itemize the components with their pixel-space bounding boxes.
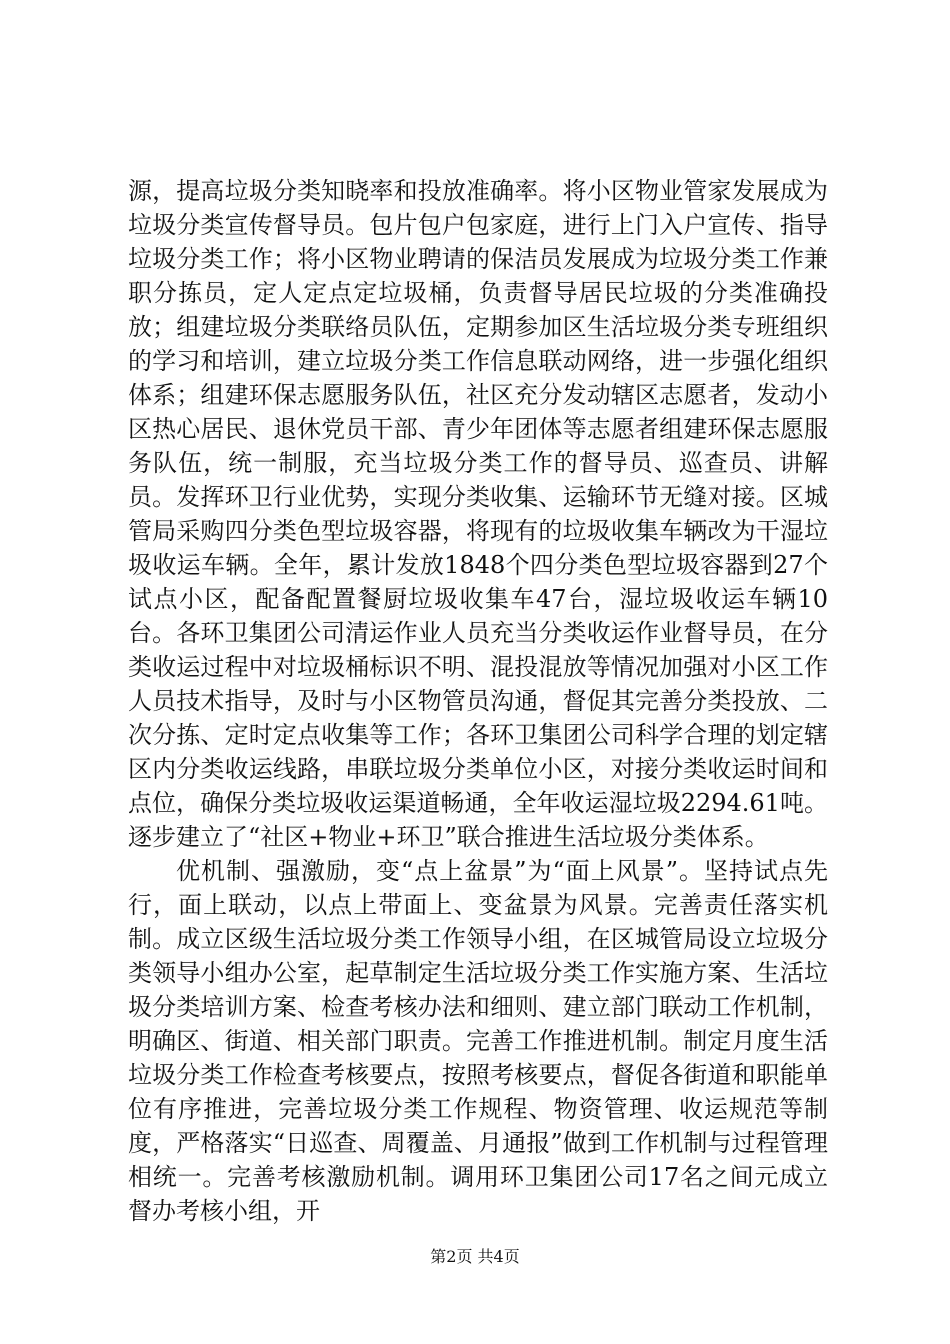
document-body	[128, 174, 828, 1228]
page-footer: 第2页 共4页	[430, 1247, 520, 1266]
paragraph-1: 源，提高垃圾分类知晓率和投放准确率。将小区物业管家发展成为垃圾分类宣传督导员。包片包户包家庭，进行上门入户宣传、指导垃圾分类工作；将小区物业聘请的保洁员发展成为垃圾分类工作兼职分拣员，定人定点定垃圾桶，负责督导居民垃圾的分类准确投放；组建垃圾分类联络员队伍，定期参加区生活垃圾分类专班组织的学习和培训，建立垃圾分类工作信息联动网络，进一步强化组织体系；组建环保志愿服务队伍，社区充分发动辖区志愿者，发动小区热心居民、退休党员干部、青少年团体等志愿者组建环保志愿服务队伍，统一制服，充当垃圾分类工作的督导员、巡查员、讲解员。发挥环卫行业优势，实现分类收集、运输环节无缝对接。区城管局采购四分类色型垃圾容器，将现有的垃圾收集车辆改为干湿垃圾收运车辆。全年，累计发放1848个四分类色型垃圾容器到27个试点小区，配备配置餐厨垃圾收集车47台，湿垃圾收运车辆10台。各环卫集团公司清运作业人员充当分类收运作业督导员，在分类收运过程中对垃圾桶标识不明、混投混放等情况加强对小区工作人员技术指导，及时与小区物管员沟通，督促其完善分类投放、二次分拣、定时定点收集等工作；各环卫集团公司科学合理的划定辖区内分类收运线路，串联垃圾分类单位小区，对接分类收运时间和点位，确保分类垃圾收运渠道畅通，全年收运湿垃圾2294.61吨。逐步建立了“社区+物业+环卫”联合推进生活垃圾分类体系。	[128, 177, 828, 851]
paragraph-2: 优机制、强激励，变“点上盆景”为“面上风景”。坚持试点先行，面上联动，以点上带面上、变盆景为风景。完善责任落实机制。成立区级生活垃圾分类工作领导小组，在区城管局设立垃圾分类领导小组办公室，起草制定生活垃圾分类工作实施方案、生活垃圾分类培训方案、检查考核办法和细则、建立部门联动工作机制，明确区、街道、相关部门职责。完善工作推进机制。制定月度生活垃圾分类工作检查考核要点，按照考核要点，督促各街道和职能单位有序推进，完善垃圾分类工作规程、物资管理、收运规范等制度，严格落实“日巡查、周覆盖、月通报”做到工作机制与过程管理相统一。完善考核激励机制。调用环卫集团公司17名之间元成立督办考核小组，开	[128, 857, 828, 1225]
